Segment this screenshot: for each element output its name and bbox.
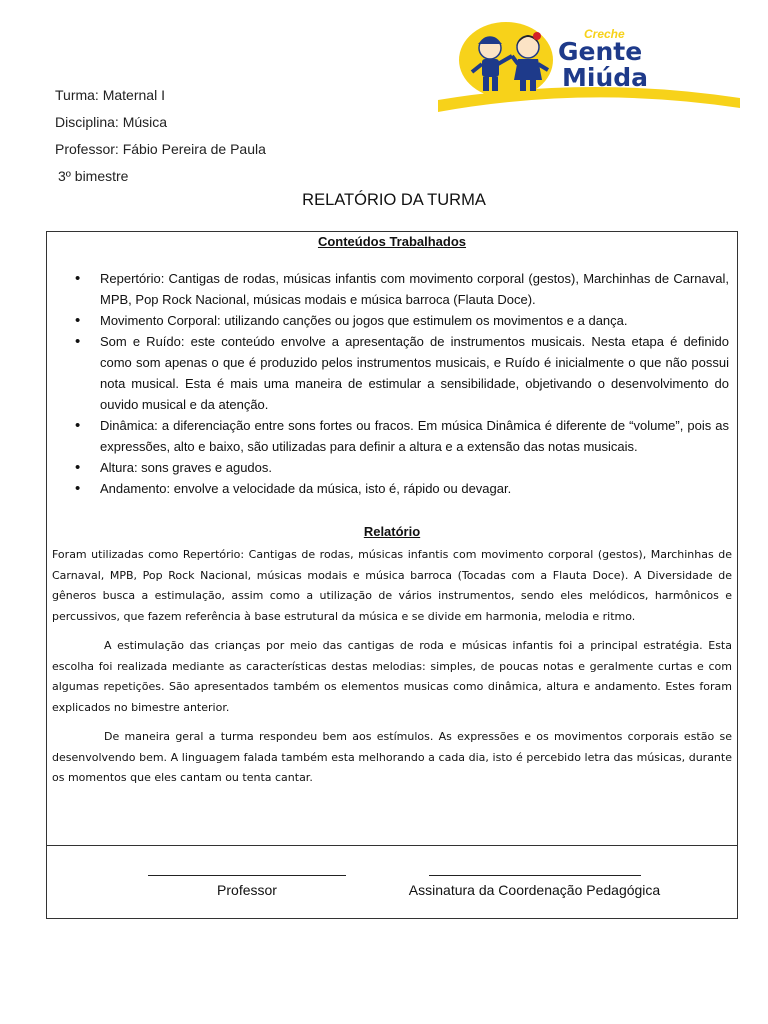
list-item: • Altura: sons graves e agudos. (75, 457, 729, 478)
report-heading: Relatório (363, 524, 421, 539)
report-body (52, 545, 732, 798)
logo-line1: Gente (558, 37, 643, 66)
report-paragraph: A estimulação das crianças por meio das cantigas de roda e músicas infantis foi a principal estratégia. Esta escolha foi realizada mediante as características destas melodias: simples, de poucas notas e geralmente curtas e com algumas repetições. São apresentados também os elementos musicas como dinâmica, altura e andamento. Estes foram explicados no bimestre anterior. (52, 639, 732, 714)
gente-miuda-logo (438, 20, 740, 130)
page-title: RELATÓRIO DA TURMA (302, 191, 486, 209)
signature-line (429, 875, 641, 876)
signature-divider (47, 845, 737, 846)
professor-signature (147, 875, 347, 898)
header-info (55, 82, 266, 190)
professor-label: Professor (217, 882, 277, 898)
term-label: 3º bimestre (58, 168, 129, 184)
list-item: • Dinâmica: a diferenciação entre sons fortes ou fracos. Em música Dinâmica é diferente de “volume”, pois as expressões, alto e baixo, são utilizadas para definir a altura e a extensão das notas musicais. (75, 415, 729, 457)
logo-small-text: Creche (584, 27, 625, 41)
list-item: • Movimento Corporal: utilizando canções ou jogos que estimulem os movimentos e a dança. (75, 310, 729, 331)
report-paragraph: Foram utilizadas como Repertório: Cantigas de rodas, músicas infantis com movimento corporal (gestos), Marchinhas de Carnaval, MPB, Pop Rock Nacional, músicas modais e música barroca (Tocadas com a Flauta Doce). A Diversidade de gêneros busca a estimulação, assim como a utilização de vários instrumentos, sendo eles melódicos, harmônicos e percussivos, que fazem referência à base estrutural da música e se divide em harmonia, melodia e ritmo. (52, 548, 732, 623)
list-item: • Repertório: Cantigas de rodas, músicas infantis com movimento corporal (gestos), Marchinhas de Carnaval, MPB, Pop Rock Nacional, músicas modais e música barroca (Flauta Doce). (75, 268, 729, 310)
class-label: Turma: Maternal I (55, 87, 165, 103)
report-frame (46, 231, 738, 919)
signature-line (148, 875, 346, 876)
teacher-label: Professor: Fábio Pereira de Paula (55, 141, 266, 157)
subject-label: Disciplina: Música (55, 114, 168, 130)
logo-line2: Miúda (562, 63, 649, 92)
contents-list (75, 268, 729, 499)
report-paragraph: De maneira geral a turma respondeu bem aos estímulos. As expressões e os movimentos corporais estão se desenvolvendo bem. A linguagem falada também esta melhorando a cada dia, isto é percebido letra das músicas, durante os momentos que eles cantam ou tenta cantar. (52, 730, 732, 784)
coordination-signature (402, 875, 667, 898)
contents-heading: Conteúdos Trabalhados (317, 234, 467, 249)
list-item: • Som e Ruído: este conteúdo envolve a apresentação de instrumentos musicais. Nesta etapa é definido como som apenas o que é produzido pelos instrumentos musicais, e Ruído é inicialmente o que não possui nota musical. Esta é mais uma maneira de estimular a sensibilidade, objetivando o desenvolvimento do ouvido musical e da atenção. (75, 331, 729, 415)
list-item: • Andamento: envolve a velocidade da música, isto é, rápido ou devagar. (75, 478, 729, 499)
coordination-label: Assinatura da Coordenação Pedagógica (408, 882, 661, 898)
